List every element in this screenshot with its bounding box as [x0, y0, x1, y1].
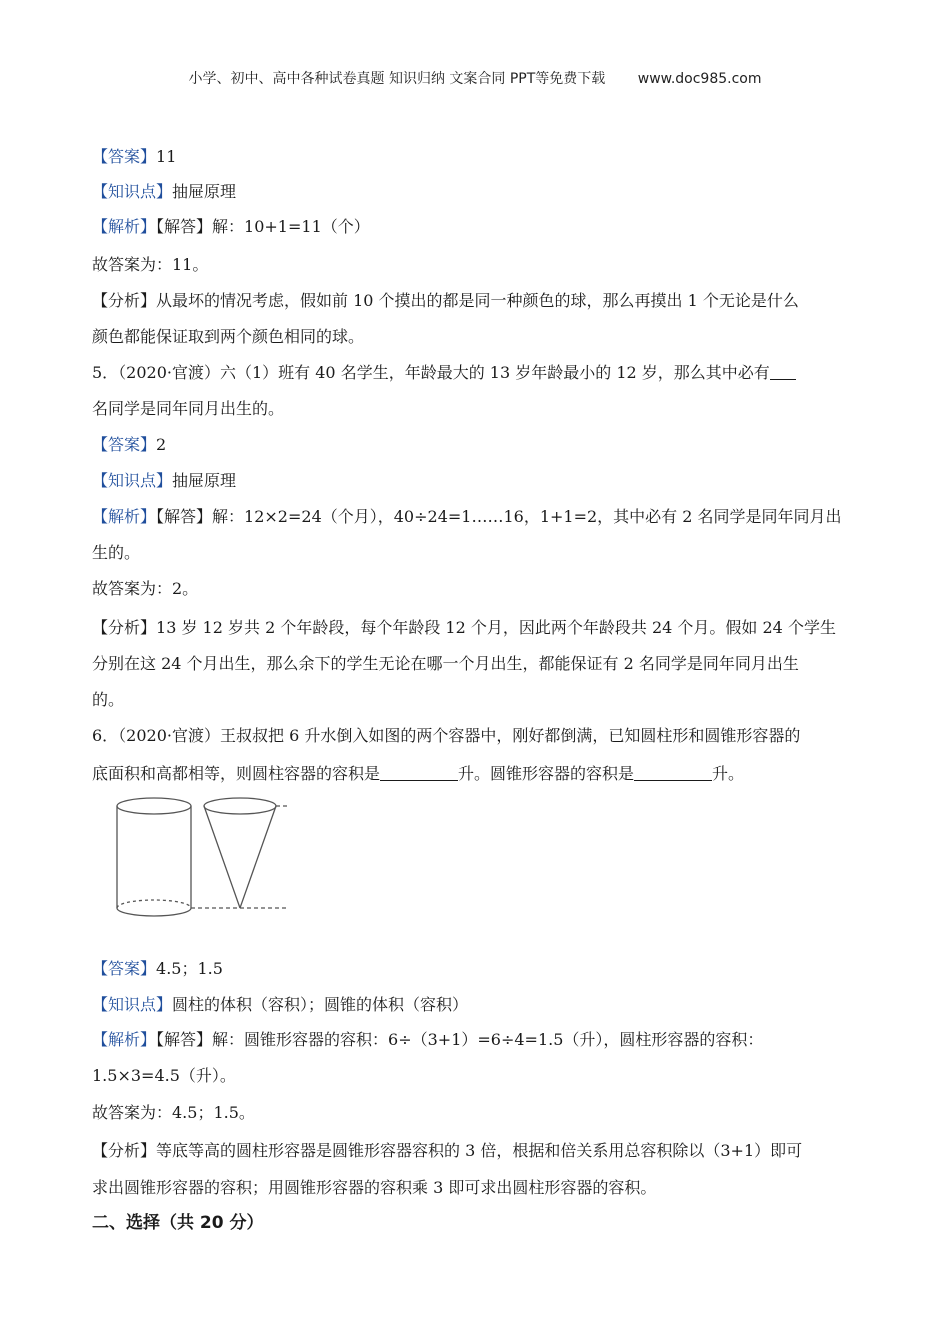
q4-solve: 解：10+1=11（个） — [212, 217, 370, 236]
analysis-tag: 【解析】 — [92, 507, 157, 526]
analysis-tag: 【解析】 — [92, 1030, 157, 1049]
q4-fenxi-1: 从最坏的情况考虑，假如前 10 个摸出的都是同一种颜色的球，那么再摸出 1 个无论是什么 — [156, 291, 799, 310]
q5-stem-1: 5．（2020·官渡）六（1）班有 40 名学生，年龄最大的 13 岁年龄最小的 12 岁，那么其中必有 — [92, 363, 770, 382]
header-site: www.doc985.com — [637, 71, 762, 87]
q5-fenxi-2: 分别在这 24 个月出生，那么余下的学生无论在哪一个月出生，都能保证有 2 名同学是同年同月出生 — [92, 654, 799, 673]
q6-fenxi-2: 求出圆锥形容器的容积；用圆锥形容器的容积乘 3 即可求出圆柱形容器的容积。 — [92, 1178, 657, 1197]
answer-tag: 【答案】 — [92, 147, 157, 166]
cylinder-shape — [117, 798, 191, 916]
q6-stem-2b: 升。圆锥形容器的容积是 — [458, 764, 635, 783]
solve-tag: 【解答】 — [156, 217, 213, 236]
q5-conclusion: 故答案为：2。 — [92, 579, 199, 598]
q5-analysis-line — [92, 506, 872, 528]
header-text: 小学、初中、高中各种试卷真题 知识归纳 文案合同 PPT等免费下载 — [188, 71, 606, 87]
q4-knowledge: 抽屉原理 — [172, 182, 237, 201]
q5-solve-2: 生的。 — [92, 543, 141, 562]
answer-tag: 【答案】 — [92, 959, 157, 978]
q6-conclusion: 故答案为：4.5；1.5。 — [92, 1103, 255, 1122]
q6-stem-2a: 底面积和高都相等，则圆柱容器的容积是 — [92, 764, 381, 783]
q6-analysis-line — [92, 1029, 872, 1051]
fenxi-tag: 【分析】 — [92, 291, 157, 310]
answer-tag: 【答案】 — [92, 435, 157, 454]
q6-knowledge-line — [92, 994, 872, 1016]
q6-solve-2: 1.5×3=4.5（升）。 — [92, 1066, 236, 1085]
q6-fenxi-1: 等底等高的圆柱形容器是圆锥形容器容积的 3 倍，根据和倍关系用总容积除以（3+1）即可 — [156, 1141, 803, 1160]
q4-analysis-line — [92, 216, 872, 238]
knowledge-tag: 【知识点】 — [92, 471, 173, 490]
q5-knowledge-line — [92, 470, 872, 492]
solve-tag: 【解答】 — [156, 507, 213, 526]
q4-answer-line — [92, 146, 872, 168]
solve-tag: 【解答】 — [156, 1030, 213, 1049]
q5-blank — [770, 363, 796, 380]
q5-stem-2: 名同学是同年同月出生的。 — [92, 399, 285, 418]
section-2-title: 二、选择（共 20 分） — [92, 1213, 264, 1233]
q5-solve-1: 解：12×2=24（个月），40÷24=1……16，1+1=2，其中必有 2 名同学是同年同月出 — [212, 507, 842, 526]
q5-fenxi-line-1 — [92, 617, 872, 639]
q5-fenxi-3: 的。 — [92, 690, 125, 709]
q6-stem-1: 6．（2020·官渡）王叔叔把 6 升水倒入如图的两个容器中，刚好都倒满，已知圆柱形和圆锥形容器的 — [92, 726, 801, 745]
q6-blank-cone — [634, 764, 712, 781]
q6-knowledge: 圆柱的体积（容积）；圆锥的体积（容积） — [172, 995, 469, 1014]
q6-blank-cylinder — [380, 764, 458, 781]
page-header — [0, 68, 950, 88]
q5-fenxi-1: 13 岁 12 岁共 2 个年龄段，每个年龄段 12 个月，因此两个年龄段共 24 个月。假如 24 个学生 — [156, 618, 836, 637]
q6-stem-line-2 — [92, 763, 872, 785]
fenxi-tag: 【分析】 — [92, 618, 157, 637]
q4-fenxi-2: 颜色都能保证取到两个颜色相同的球。 — [92, 327, 365, 346]
q5-knowledge: 抽屉原理 — [172, 471, 237, 490]
fenxi-tag: 【分析】 — [92, 1141, 157, 1160]
q6-solve-1: 解：圆锥形容器的容积：6÷（3+1）=6÷4=1.5（升），圆柱形容器的容积： — [212, 1030, 764, 1049]
q6-answer-line — [92, 958, 872, 980]
cone-shape — [191, 798, 288, 908]
q4-conclusion: 故答案为：11。 — [92, 255, 209, 274]
q4-knowledge-line — [92, 181, 872, 203]
q4-fenxi-line-1 — [92, 290, 872, 312]
q6-answer: 4.5；1.5 — [156, 959, 223, 978]
q4-answer: 11 — [156, 147, 177, 166]
knowledge-tag: 【知识点】 — [92, 182, 173, 201]
q5-answer-line — [92, 434, 872, 456]
analysis-tag: 【解析】 — [92, 217, 157, 236]
knowledge-tag: 【知识点】 — [92, 995, 173, 1014]
cylinder-cone-figure — [112, 796, 292, 920]
q6-fenxi-line-1 — [92, 1140, 872, 1162]
q6-stem-2c: 升。 — [712, 764, 745, 783]
q5-answer: 2 — [156, 435, 167, 454]
q5-stem-line-1 — [92, 362, 872, 384]
